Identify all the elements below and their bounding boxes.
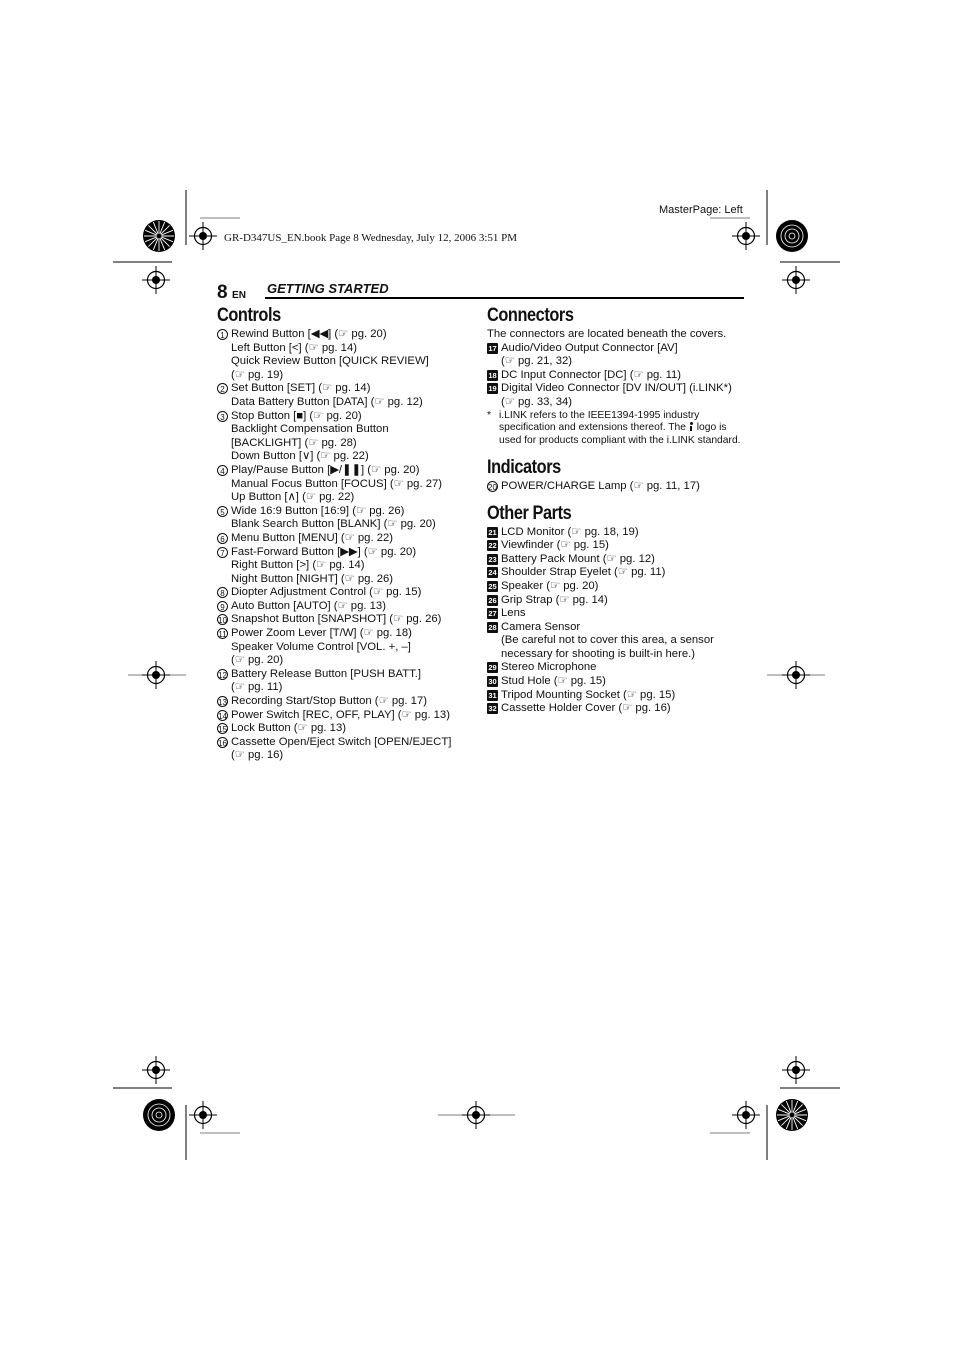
- item-line: Left Button [<] (☞ pg. 14): [231, 341, 357, 354]
- list-item: [217, 736, 472, 763]
- item-line: Menu Button [MENU] (☞ pg. 22): [231, 531, 394, 544]
- list-item: [487, 539, 749, 553]
- item-number: 28: [488, 622, 497, 632]
- list-item: [487, 526, 749, 540]
- item-number: 9: [217, 601, 228, 612]
- other-parts-title: Other Parts: [487, 502, 572, 524]
- list-item: [487, 594, 749, 608]
- item-number: 5: [217, 506, 228, 517]
- header-rule: [265, 297, 744, 299]
- list-item: [217, 546, 472, 587]
- item-line: Speaker Volume Control [VOL. +, –]: [231, 640, 411, 653]
- item-line: (☞ pg. 21, 32): [501, 355, 573, 368]
- connectors-title: Connectors: [487, 305, 574, 326]
- item-line: (☞ pg. 11): [231, 681, 283, 694]
- item-number: 20: [488, 482, 497, 492]
- item-number: 23: [488, 554, 497, 564]
- footnote-marker: *: [487, 409, 492, 421]
- item-line: Wide 16:9 Button [16:9] (☞ pg. 26): [231, 504, 405, 517]
- item-line: (☞ pg. 19): [231, 368, 284, 381]
- list-item: [487, 675, 749, 689]
- item-number: 25: [488, 581, 497, 591]
- item-number: 11: [218, 630, 227, 640]
- list-item: [217, 532, 472, 546]
- item-line: Cassette Open/Eject Switch [OPEN/EJECT]: [231, 735, 452, 748]
- item-number: 22: [488, 541, 497, 551]
- item-line: Quick Review Button [QUICK REVIEW]: [231, 355, 429, 368]
- item-line: Stereo Microphone: [501, 661, 597, 674]
- item-number: 27: [488, 609, 497, 619]
- item-line: LCD Monitor (☞ pg. 18, 19): [501, 525, 639, 538]
- item-line: Data Battery Button [DATA] (☞ pg. 12): [231, 395, 423, 408]
- list-item: [217, 722, 472, 736]
- item-line: Snapshot Button [SNAPSHOT] (☞ pg. 26): [231, 613, 442, 626]
- item-number: 2: [217, 383, 228, 394]
- list-item: [487, 566, 749, 580]
- other-parts-list: [487, 526, 749, 716]
- item-line: Power Switch [REC, OFF, PLAY] (☞ pg. 13): [231, 708, 450, 721]
- footnote-text-2: logo is used for products compliant with the i.LINK standard.: [499, 422, 741, 447]
- item-number: 15: [218, 725, 227, 735]
- item-line: necessary for shooting is built-in here.): [501, 647, 696, 660]
- list-item: [487, 607, 749, 621]
- item-number: 29: [488, 663, 497, 673]
- item-number: 10: [218, 616, 227, 626]
- list-item: [487, 342, 749, 369]
- item-line: Down Button [∨] (☞ pg. 22): [231, 450, 369, 463]
- list-item: [487, 553, 749, 567]
- item-line: Grip Strap (☞ pg. 14): [501, 593, 608, 606]
- ilink-footnote: [487, 410, 749, 448]
- item-line: POWER/CHARGE Lamp (☞ pg. 11, 17): [501, 479, 700, 492]
- page-header: [217, 282, 246, 304]
- item-number: 7: [217, 547, 228, 558]
- item-line: Play/Pause Button [▶/❚❚] (☞ pg. 20): [231, 463, 420, 476]
- list-item: [487, 689, 749, 703]
- item-line: Battery Release Button [PUSH BATT.]: [231, 667, 422, 680]
- item-line: (☞ pg. 16): [231, 749, 284, 762]
- list-item: [217, 328, 472, 382]
- list-item: [217, 709, 472, 723]
- item-line: Cassette Holder Cover (☞ pg. 16): [501, 702, 671, 715]
- list-item: [217, 382, 472, 409]
- section-title: GETTING STARTED: [267, 281, 389, 296]
- controls-list: [217, 328, 472, 763]
- item-number: 13: [218, 698, 227, 708]
- item-number: 1: [217, 329, 228, 340]
- item-line: Up Button [∧] (☞ pg. 22): [231, 491, 355, 504]
- item-number: 30: [488, 677, 497, 687]
- indicators-list: [487, 480, 749, 494]
- item-line: Power Zoom Lever [T/W] (☞ pg. 18): [231, 627, 412, 640]
- item-line: Speaker (☞ pg. 20): [501, 579, 599, 592]
- item-line: (☞ pg. 20): [231, 654, 284, 667]
- item-line: Stop Button [■] (☞ pg. 20): [231, 409, 362, 422]
- list-item: [217, 586, 472, 600]
- list-item: [217, 695, 472, 709]
- item-line: Lens: [501, 607, 526, 620]
- list-item: [217, 627, 472, 668]
- page-number: 8: [217, 282, 228, 303]
- right-column: [487, 304, 749, 716]
- list-item: [487, 621, 749, 662]
- item-line: Set Button [SET] (☞ pg. 14): [231, 382, 371, 395]
- indicators-title: Indicators: [487, 456, 561, 478]
- controls-title: Controls: [217, 305, 281, 326]
- item-number: 18: [488, 370, 497, 380]
- item-line: DC Input Connector [DC] (☞ pg. 11): [501, 368, 682, 381]
- item-line: Blank Search Button [BLANK] (☞ pg. 20): [231, 518, 436, 531]
- list-item: [487, 369, 749, 383]
- item-line: Audio/Video Output Connector [AV]: [501, 341, 678, 354]
- master-page-label: MasterPage: Left: [659, 204, 743, 216]
- item-number: 12: [218, 670, 227, 680]
- item-line: Camera Sensor: [501, 620, 581, 633]
- item-number: 31: [488, 690, 497, 700]
- ilink-logo-icon: [689, 422, 694, 431]
- language-code: EN: [232, 290, 246, 301]
- list-item: [487, 382, 749, 409]
- item-line: Viewfinder (☞ pg. 15): [501, 539, 609, 552]
- list-item: [217, 505, 472, 532]
- item-line: Fast-Forward Button [▶▶] (☞ pg. 20): [231, 545, 417, 558]
- item-line: Shoulder Strap Eyelet (☞ pg. 11): [501, 566, 666, 579]
- item-number: 16: [218, 738, 227, 748]
- item-line: Manual Focus Button [FOCUS] (☞ pg. 27): [231, 477, 443, 490]
- item-number: 4: [217, 465, 228, 476]
- item-line: Auto Button [AUTO] (☞ pg. 13): [231, 599, 386, 612]
- item-number: 19: [488, 384, 497, 394]
- item-number: 3: [217, 411, 228, 422]
- list-item: [487, 580, 749, 594]
- item-number: 21: [488, 527, 497, 537]
- list-item: [487, 661, 749, 675]
- list-item: [487, 480, 749, 494]
- list-item: [217, 410, 472, 464]
- list-item: [217, 613, 472, 627]
- item-line: Tripod Mounting Socket (☞ pg. 15): [501, 688, 676, 701]
- item-line: Digital Video Connector [DV IN/OUT] (i.LINK*): [501, 382, 732, 395]
- item-number: 24: [488, 568, 497, 578]
- item-line: Stud Hole (☞ pg. 15): [501, 675, 606, 688]
- list-item: [217, 668, 472, 695]
- controls-section: [217, 304, 472, 763]
- item-line: Backlight Compensation Button: [231, 423, 389, 436]
- connectors-list: [487, 342, 749, 410]
- item-line: (Be careful not to cover this area, a sensor: [501, 634, 714, 647]
- item-line: Recording Start/Stop Button (☞ pg. 17): [231, 695, 428, 708]
- item-line: Rewind Button [◀◀] (☞ pg. 20): [231, 328, 387, 340]
- item-number: 17: [488, 343, 497, 353]
- item-line: Diopter Adjustment Control (☞ pg. 15): [231, 586, 422, 599]
- item-number: 26: [488, 595, 497, 605]
- item-line: Lock Button (☞ pg. 13): [231, 722, 346, 735]
- connectors-intro: The connectors are located beneath the covers.: [487, 328, 727, 340]
- item-line: (☞ pg. 33, 34): [501, 395, 573, 408]
- item-number: 6: [217, 533, 228, 544]
- item-number: 8: [217, 587, 228, 598]
- footnote-text-1: i.LINK refers to the IEEE1394-1995 industry specification and extensions thereof. The: [499, 409, 700, 434]
- item-line: [BACKLIGHT] (☞ pg. 28): [231, 436, 357, 449]
- book-file-info: GR-D347US_EN.book Page 8 Wednesday, July 12, 2006 3:51 PM: [224, 232, 518, 244]
- item-line: Night Button [NIGHT] (☞ pg. 26): [231, 572, 394, 585]
- item-line: Right Button [>] (☞ pg. 14): [231, 559, 365, 572]
- list-item: [487, 702, 749, 716]
- item-number: 32: [488, 704, 497, 714]
- list-item: [217, 600, 472, 614]
- item-number: 14: [218, 711, 227, 721]
- item-line: Battery Pack Mount (☞ pg. 12): [501, 552, 655, 565]
- list-item: [217, 464, 472, 505]
